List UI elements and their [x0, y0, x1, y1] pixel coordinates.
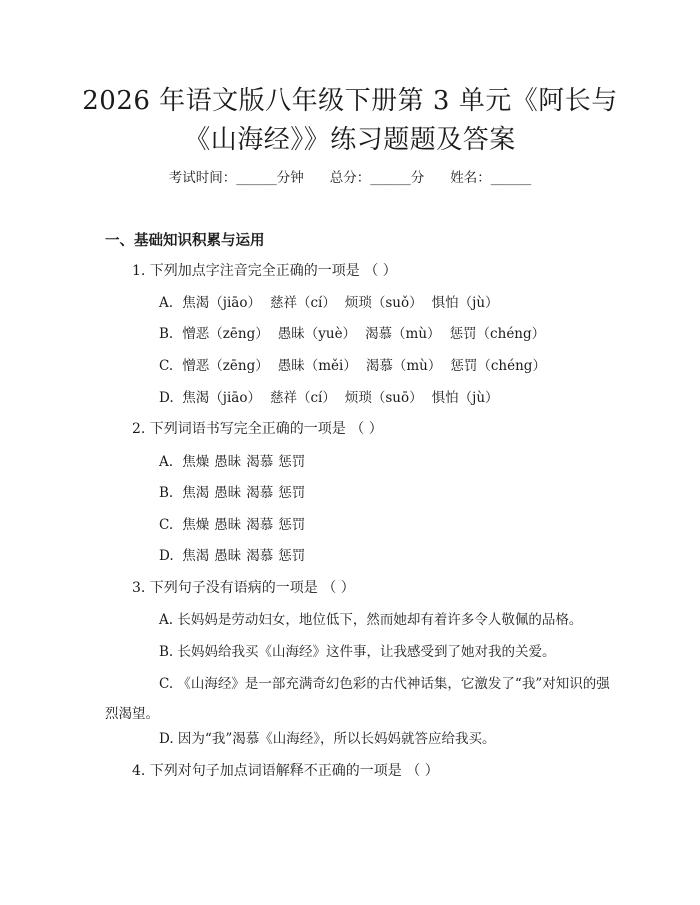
title-line-1: 2026 年语文版八年级下册第 3 单元《阿长与 [82, 86, 618, 116]
q3-option-d: D. 因为“我”渴慕《山海经》，所以长妈妈就答应给我买。 [159, 731, 496, 747]
section-heading: 一、基础知识积累与运用 [105, 233, 265, 249]
q1-option-a: A. 焦渴（jiāo） 慈祥（cí） 烦琐（suǒ） 惧怕（jù） [159, 295, 499, 311]
q2-option-b: B. 焦渴 愚昧 渴慕 惩罚 [159, 485, 306, 501]
question-2: 2. 下列词语书写完全正确的一项是 （ ） [132, 421, 383, 437]
q3-option-c: C. 《山海经》是一部充满奇幻色彩的古代神话集，它激发了“我”对知识的强烈渴望。 [105, 676, 610, 722]
q1-option-d: D. 焦渴（jiāo） 慈祥（cí） 烦琐（suō） 惧怕（jù） [159, 390, 499, 406]
q3-option-b: B. 长妈妈给我买《山海经》这件事，让我感受到了她对我的关爱。 [159, 644, 556, 660]
student-name: 姓名：______ [450, 170, 532, 186]
q2-option-a: A. 焦燥 愚昧 渴慕 惩罚 [159, 454, 306, 470]
question-1: 1. 下列加点字注音完全正确的一项是 （ ） [132, 263, 397, 279]
exam-time: 考试时间：______分钟 [168, 170, 304, 186]
question-4: 4. 下列对句子加点词语解释不正确的一项是 （ ） [132, 763, 439, 779]
q1-option-c: C. 憎恶（zēng） 愚昧（měi） 渴慕（mù） 惩罚（chéng） [159, 358, 546, 374]
q1-option-b: B. 憎恶（zēng） 愚昧（yuè） 渴慕（mù） 惩罚（chéng） [159, 326, 546, 342]
page-title [40, 82, 660, 160]
exam-meta [0, 168, 700, 188]
title-line-2: 《山海经》》练习题题及答案 [184, 125, 516, 155]
q2-option-d: D. 焦渴 愚昧 渴慕 惩罚 [159, 548, 306, 564]
q3-option-a: A. 长妈妈是劳动妇女，地位低下，然而她却有着许多令人敬佩的品格。 [159, 612, 583, 628]
question-3: 3. 下列句子没有语病的一项是 （ ） [132, 580, 355, 596]
total-score: 总分：______分 [329, 170, 425, 186]
q2-option-c: C. 焦燥 愚昧 渴慕 惩罚 [159, 517, 306, 533]
